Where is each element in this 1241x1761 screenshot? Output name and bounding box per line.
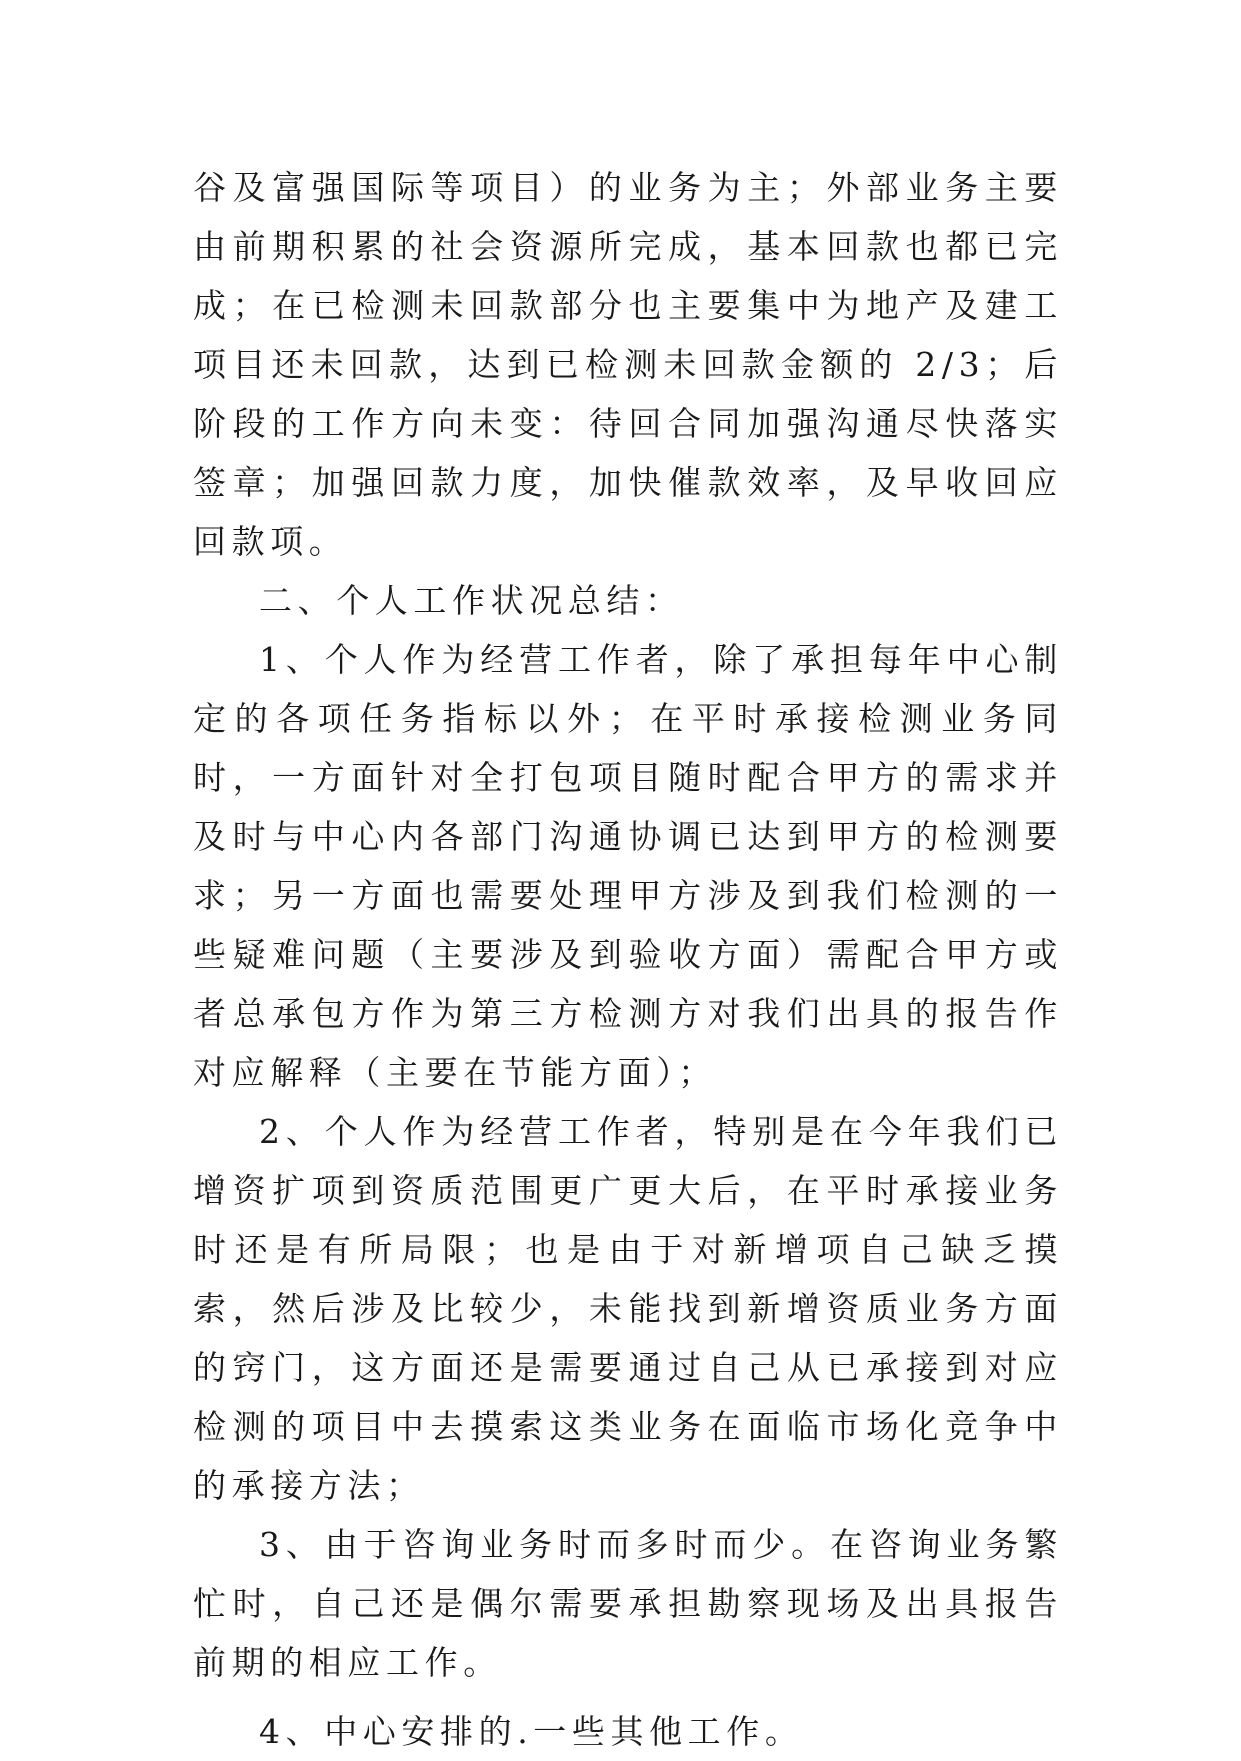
section-heading: 二、个人工作状况总结： — [259, 581, 684, 620]
paragraph-item-1: 1、个人作为经营工作者，除了承担每年中心制定的各项任务指标以外；在平时承接检测业务同时，一方面针对全打包项目随时配合甲方的需求并及时与中心内各部门沟通协调已达到甲方的检测要求；另一方面也需要处理甲方涉及到我们检测的一些疑难问题（主要涉及到验收方面）需配合甲方或者总承包方作为第三方检测方对我们出具的报告作对应解释（主要在节能方面）； — [193, 640, 1063, 1092]
paragraph-item-2: 2、个人作为经营工作者，特别是在今年我们已增资扩项到资质范围更广更大后，在平时承接业务时还是有所局限；也是由于对新增项自己缺乏摸索，然后涉及比较少，未能找到新增资质业务方面的窍门，这方面还是需要通过自己从已承接到对应检测的项目中去摸索这类业务在面临市场化竞争中的承接方法； — [193, 1112, 1063, 1505]
document-body — [193, 158, 1063, 1761]
paragraph-continuation: 谷及富强国际等项目）的业务为主；外部业务主要由前期积累的社会资源所完成，基本回款也都已完成；在已检测未回款部分也主要集中为地产及建工项目还未回款，达到已检测未回款金额的 2/3；后阶段的工作方向未变：待回合同加强沟通尽快落实签章；加强回款力度，加快催款效率，及早收回应回款项。 — [193, 168, 1063, 561]
paragraph-item-4: 4、中心安排的.一些其他工作。 — [259, 1712, 804, 1751]
paragraph-item-3: 3、由于咨询业务时而多时而少。在咨询业务繁忙时，自己还是偶尔需要承担勘察现场及出具报告前期的相应工作。 — [193, 1525, 1063, 1682]
